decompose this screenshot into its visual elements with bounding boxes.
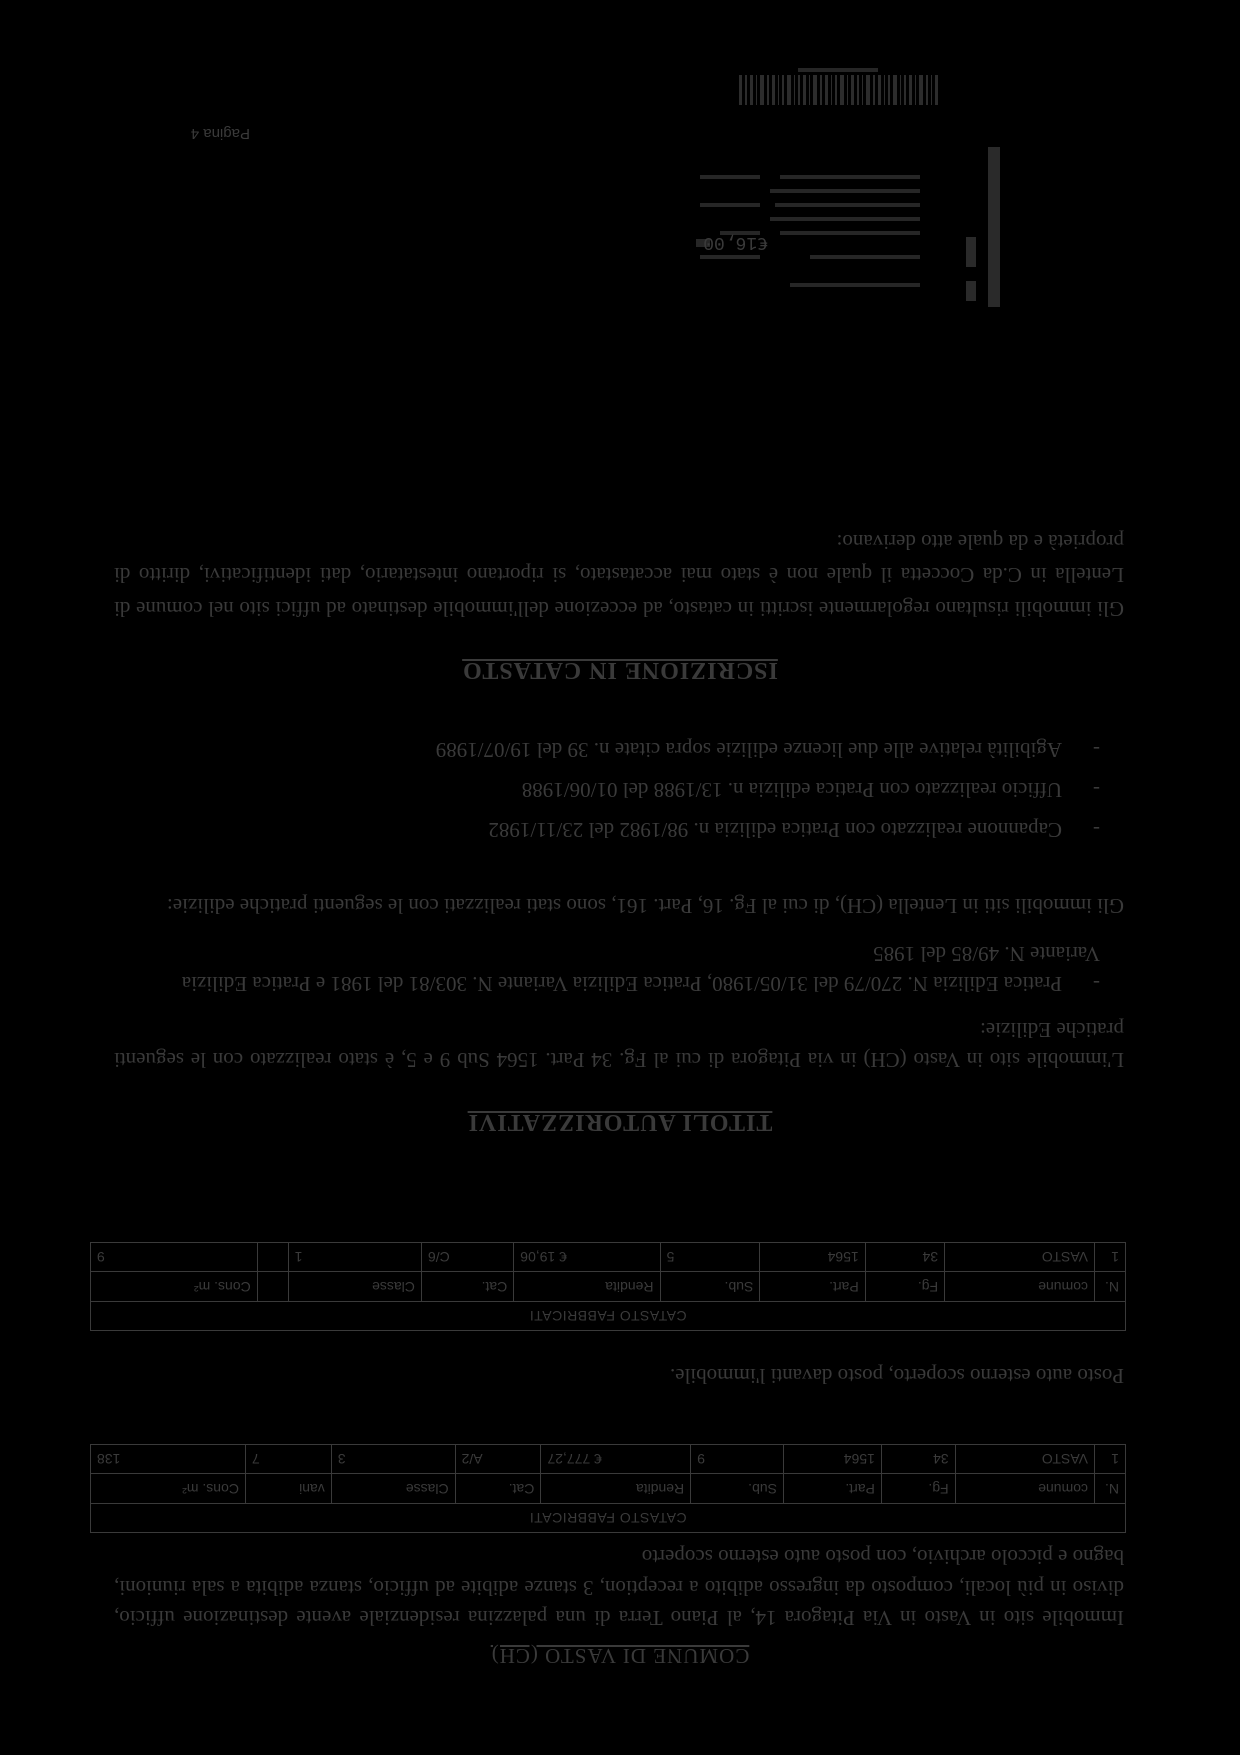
- table-row: [91, 1243, 1126, 1272]
- table-header-row: [91, 1272, 1126, 1301]
- table-header-cell: Cons. m²: [91, 1474, 246, 1503]
- table-cell: 34: [865, 1243, 944, 1272]
- table-header-row: [91, 1474, 1126, 1503]
- table-header-cell: Fg.: [881, 1474, 955, 1503]
- catasto-paragraph: Gli immobili risultano regolarmente iscritti in catasto, ad eccezione dell'immobile destinato ad uffici sito nel comune di Lentella in C.da Coccetta il quale non è stato mai accatastato, si riportano intestatario, dati identificativi, diritto di proprietà e da quale atto derivano:: [114, 529, 1124, 621]
- table-header-cell: Sub.: [691, 1474, 784, 1503]
- table-header-cell: Rendita: [514, 1272, 660, 1301]
- barcode: [738, 65, 938, 105]
- table-header-cell: [257, 1272, 288, 1301]
- barcode-graphic: [738, 65, 938, 105]
- list-item: [120, 938, 1100, 999]
- table-header-cell: Part.: [760, 1272, 865, 1301]
- page-number: Pagina 4: [190, 125, 250, 142]
- table-header-cell: Sub.: [660, 1272, 760, 1301]
- table-cell: 34: [881, 1445, 955, 1474]
- titoli-paragraph-1: L'immobile sito in Vasto (CH) in via Pitagora di cui al Fg. 34 Part. 1564 Sub 9 e 5, è stato realizzato con le seguenti pratiche Edilizie:: [114, 1017, 1124, 1072]
- table-header-cell: N.: [1095, 1272, 1126, 1301]
- table-cell: VASTO: [955, 1445, 1094, 1474]
- catasto-table-posto-auto: [90, 1242, 1126, 1331]
- table-cell: A/2: [455, 1445, 541, 1474]
- page-title: COMUNE DI VASTO (CH): [490, 1644, 750, 1668]
- table-cell: 1: [1095, 1243, 1126, 1272]
- titoli-paragraph-2: Gli immobili siti in Lentella (CH), di cui al Fg. 16, Part. 161, sono stati realizzati con le seguenti pratiche edilizie:: [166, 894, 1124, 918]
- table-header-cell: Cons. m²: [91, 1272, 258, 1301]
- table-cell: 1: [288, 1243, 421, 1272]
- table-cell: 9: [691, 1445, 784, 1474]
- stamp-mark: [966, 281, 976, 301]
- stamp-graphic: [680, 137, 1000, 307]
- list-item-text: Capannone realizzato con Pratica edilizia n. 98/1982 del 23/11/1982: [488, 818, 1062, 842]
- table-cell: € 777,27: [541, 1445, 691, 1474]
- table-cell: VASTO: [945, 1243, 1095, 1272]
- stamp-mark: [966, 237, 976, 267]
- table-cell: 7: [245, 1445, 331, 1474]
- table-header-cell: vani: [245, 1474, 331, 1503]
- list-item-text: Ufficio realizzato con Pratica edilizia n. 13/1988 del 01/06/1988: [521, 778, 1062, 802]
- catasto-table-ufficio: [90, 1444, 1126, 1533]
- list-item-text: Pratica Edilizia N. 270/79 del 31/05/1980, Pratica Edilizia Variante N. 303/81 del 1981 e Pratica Edilizia Variante N. 49/85 del 1985: [181, 941, 1100, 996]
- table-header-cell: N.: [1095, 1474, 1126, 1503]
- table-cell: 1564: [760, 1243, 865, 1272]
- intro-paragraph: Immobile sito in Vasto in Via Pitagora 14, al Piano Terra di una palazzina residenziale avente destinazione ufficio, diviso in più locali, composto da ingresso adibito a reception, 3 stanze adibite ad ufficio, stanza adibita a sala riunioni, bagno e piccolo archivio, con posto auto esterno scoperto: [114, 1545, 1124, 1630]
- table-header-cell: comune: [945, 1272, 1095, 1301]
- bullet-dash: -: [1093, 972, 1100, 996]
- table-caption: CATASTO FABBRICATI: [91, 1503, 1126, 1532]
- list-item-text: Agibilità relative alle due licenze edilizie sopra citate n. 39 del 19/07/1989: [435, 738, 1062, 762]
- table-header-cell: Classe: [331, 1474, 455, 1503]
- table-cell: C/6: [421, 1243, 513, 1272]
- table-cell: [257, 1243, 288, 1272]
- list-item: [120, 735, 1100, 765]
- table-header-cell: Rendita: [541, 1474, 691, 1503]
- list-item: [120, 815, 1100, 845]
- table-caption: CATASTO FABBRICATI: [91, 1301, 1126, 1330]
- table-header-cell: Part.: [783, 1474, 881, 1503]
- section-heading-titoli: TITOLI AUTORIZZATIVI: [467, 1109, 773, 1135]
- table-cell: € 19,06: [514, 1243, 660, 1272]
- bullet-dash: -: [1093, 778, 1100, 802]
- table-header-cell: Cat.: [421, 1272, 513, 1301]
- table-row: [91, 1445, 1126, 1474]
- stamp-border-mark: [988, 147, 1000, 307]
- posto-auto-paragraph: Posto auto esterno scoperto, posto davanti l'immobile.: [669, 1364, 1124, 1388]
- list-item: [120, 775, 1100, 805]
- table-cell: 9: [91, 1243, 258, 1272]
- table-header-cell: Cat.: [455, 1474, 541, 1503]
- bullet-dash: -: [1093, 738, 1100, 762]
- bullet-dash: -: [1093, 818, 1100, 842]
- table-header-cell: Fg.: [865, 1272, 944, 1301]
- section-heading-catasto: ISCRIZIONE IN CATASTO: [462, 657, 778, 683]
- table-cell: 1564: [783, 1445, 881, 1474]
- table-header-cell: comune: [955, 1474, 1094, 1503]
- stamp-amount: €16,00: [703, 232, 768, 252]
- table-cell: 138: [91, 1445, 246, 1474]
- table-cell: 1: [1095, 1445, 1126, 1474]
- table-header-cell: Classe: [288, 1272, 421, 1301]
- table-cell: 3: [331, 1445, 455, 1474]
- revenue-stamp: [680, 137, 1000, 307]
- table-cell: 5: [660, 1243, 760, 1272]
